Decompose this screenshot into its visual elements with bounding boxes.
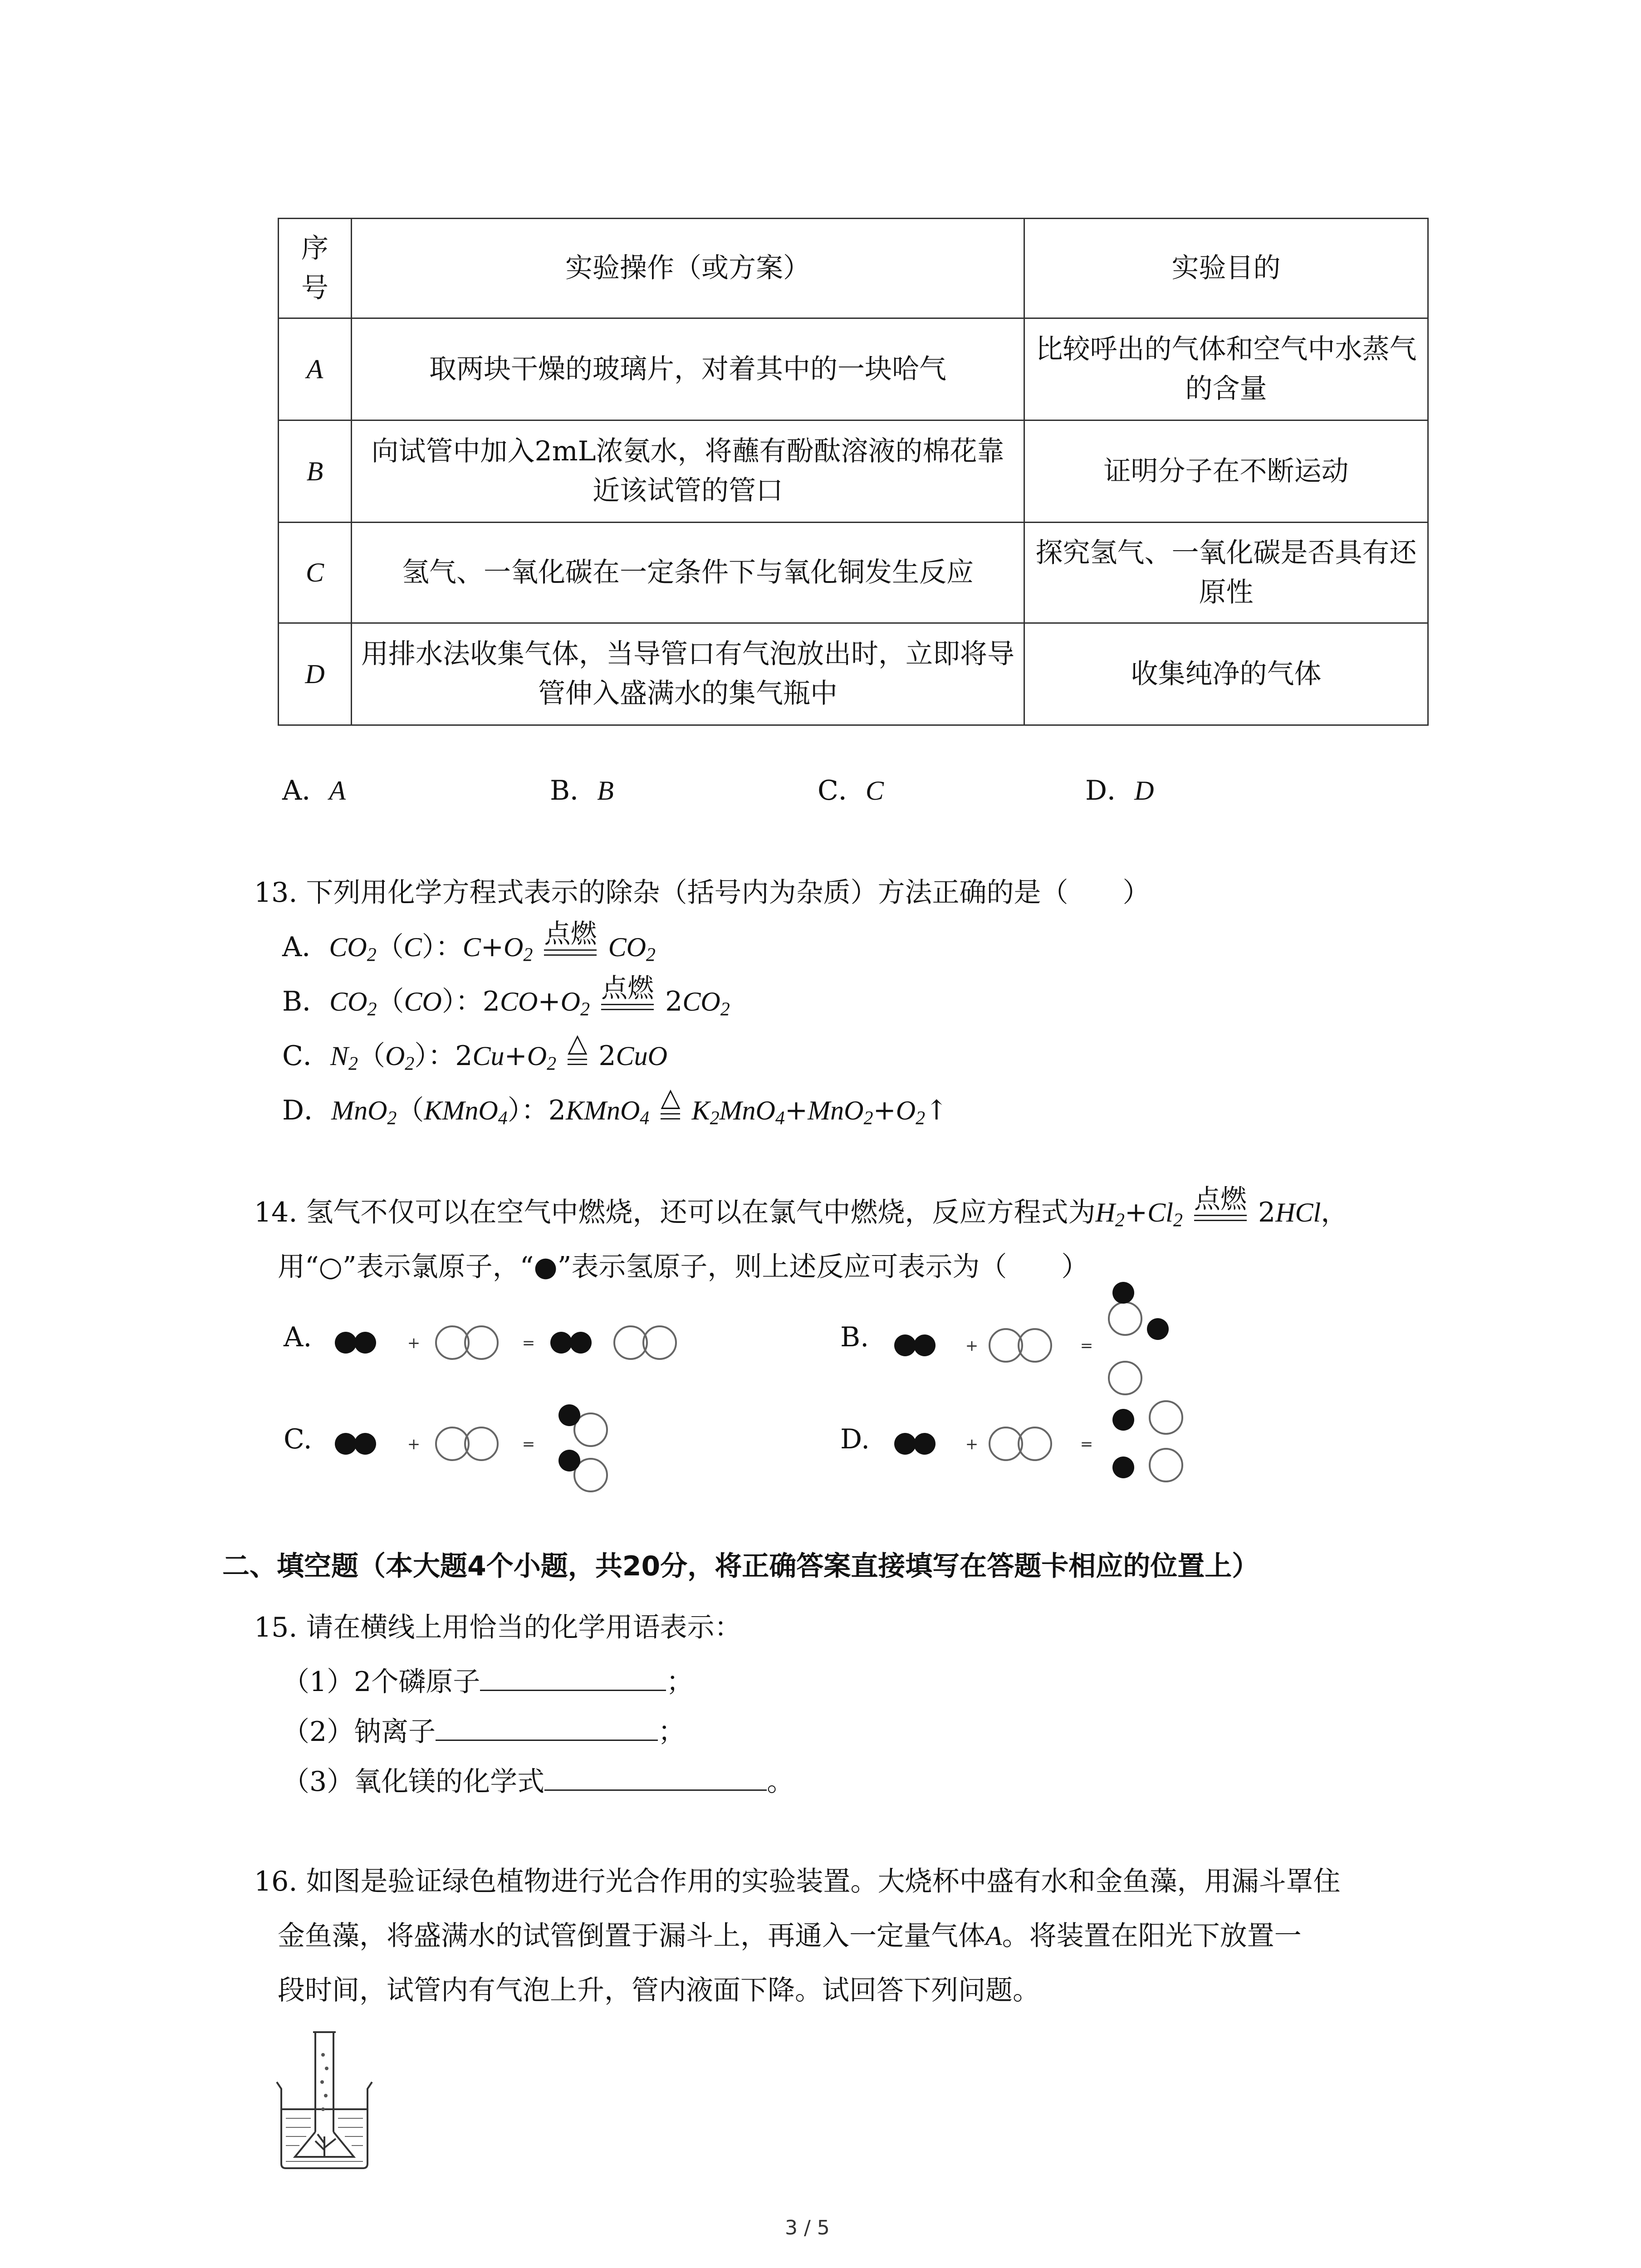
experiment-table [278, 218, 1429, 726]
row-id: A [279, 318, 352, 420]
q16-line3: 段时间，试管内有气泡上升，管内液面下降。试回答下列问题。 [278, 1975, 1040, 2006]
q13-option-a: A．$CO_2(C)$：$C+O_2$ 点燃 $CO_2$ [282, 918, 656, 966]
q14-stem-line2: 用“○”表示氯原子，“●”表示氢原子，则上述反应可表示为（ ） [278, 1251, 1089, 1283]
row-id: C [279, 523, 352, 623]
header-purpose: 实验目的 [1024, 219, 1428, 318]
hydrogen-atom [570, 1332, 592, 1354]
header-index: 序号 [279, 219, 352, 318]
hydrogen-atom [354, 1433, 376, 1455]
row-operation: 向试管中加入2mL浓氨水，将蘸有酚酞溶液的棉花靠近该试管的管口 [352, 420, 1024, 523]
equals-sign: = [1080, 1337, 1093, 1355]
row-id: B [279, 420, 352, 523]
hydrogen-atom [1147, 1318, 1169, 1340]
q15-item-2: （2）钠离子 ； [282, 1716, 686, 1748]
row-purpose: 收集纯净的气体 [1024, 623, 1428, 725]
q13-stem: 13. 下列用化学方程式表示的除杂（括号内为杂质）方法正确的是（ ） [254, 877, 1150, 909]
q12-option-d: D．D [1085, 775, 1154, 807]
answer-blank[interactable] [480, 1667, 666, 1691]
plus-sign: + [965, 1435, 979, 1453]
q16-line1: 16. 如图是验证绿色植物进行光合作用的实验装置。大烧杯中盛有水和金鱼藻，用漏斗罩住 [254, 1866, 1341, 1897]
table-row [279, 318, 1428, 420]
q13-option-d: D．MnO$_2$（KMnO$_4$）：2KMnO$_4$ △ $K_2MnO_4+MnO_2+O_2↑$ [282, 1083, 948, 1129]
hydrogen-atom [335, 1332, 357, 1354]
row-id: D [279, 623, 352, 725]
q14-label-a: A. [284, 1321, 312, 1353]
row-operation: 氢气、一氧化碳在一定条件下与氧化铜发生反应 [352, 523, 1024, 623]
row-operation: 用排水法收集气体，当导管口有气泡放出时，立即将导管伸入盛满水的集气瓶中 [352, 623, 1024, 725]
row-purpose: 证明分子在不断运动 [1024, 420, 1428, 523]
q15-stem: 15. 请在横线上用恰当的化学用语表示： [254, 1612, 742, 1643]
hydrogen-atom [1112, 1457, 1134, 1478]
hydrogen-atom [354, 1332, 376, 1354]
q14-molecule-diagrams [272, 1270, 1270, 1506]
q15-item-3: （3）氧化镁的化学式 。 [282, 1766, 794, 1798]
equals-sign: = [522, 1334, 535, 1352]
q12-option-a: A．A [282, 775, 346, 807]
q12-option-b: B．B [550, 775, 614, 807]
hydrogen-atom [1112, 1282, 1134, 1304]
q16-line2: 金鱼藻，将盛满水的试管倒置于漏斗上，再通入一定量气体A。将装置在阳光下放置一 [278, 1920, 1302, 1952]
page-number: 3 / 5 [785, 2216, 830, 2239]
q14-stem-line1: 14. 氢气不仅可以在空气中燃烧，还可以在氯气中燃烧，反应方程式为$H_2+Cl_2$ 点燃 2HCl， [254, 1183, 1348, 1231]
row-purpose: 比较呼出的气体和空气中水蒸气的含量 [1024, 318, 1428, 420]
q14-label-d: D. [840, 1423, 870, 1455]
hydrogen-atom [894, 1433, 916, 1455]
photosynthesis-apparatus-figure [272, 2028, 390, 2173]
table-row [279, 420, 1428, 523]
hydrogen-atom [914, 1433, 936, 1455]
plus-sign: + [407, 1435, 421, 1453]
section-heading: 二、填空题（本大题4个小题，共20分，将正确答案直接填写在答题卡相应的位置上） [222, 1550, 1259, 1582]
q15-item-1: （1）2个磷原子 ； [282, 1666, 694, 1698]
hydrogen-atom [558, 1450, 580, 1471]
hydrogen-atom [1112, 1409, 1134, 1431]
answer-blank[interactable] [436, 1717, 658, 1741]
hydrogen-atom [550, 1332, 572, 1354]
q13-option-c: C．$N_2(O_2)$：$2Cu+O_2$ △ 2CuO [282, 1028, 667, 1075]
q14-label-b: B. [840, 1321, 869, 1353]
hydrogen-atom [558, 1404, 580, 1426]
plus-sign: + [407, 1334, 421, 1352]
hydrogen-atom [894, 1334, 916, 1356]
q14-label-c: C. [284, 1423, 312, 1455]
hydrogen-atom [914, 1334, 936, 1356]
row-purpose: 探究氢气、一氧化碳是否具有还原性 [1024, 523, 1428, 623]
plus-sign: + [965, 1337, 979, 1355]
equals-sign: = [522, 1435, 535, 1453]
table-row [279, 523, 1428, 623]
hydrogen-atom [335, 1433, 357, 1455]
answer-blank[interactable] [544, 1767, 767, 1791]
q13-option-b: B．$CO_2(CO)$：$2CO+O_2$ 点燃 $2CO_2$ [282, 973, 730, 1020]
q12-option-c: C．C [818, 775, 884, 807]
table-row [279, 623, 1428, 725]
header-operation: 实验操作（或方案） [352, 219, 1024, 318]
equals-sign: = [1080, 1435, 1093, 1453]
row-operation: 取两块干燥的玻璃片，对着其中的一块哈气 [352, 318, 1024, 420]
